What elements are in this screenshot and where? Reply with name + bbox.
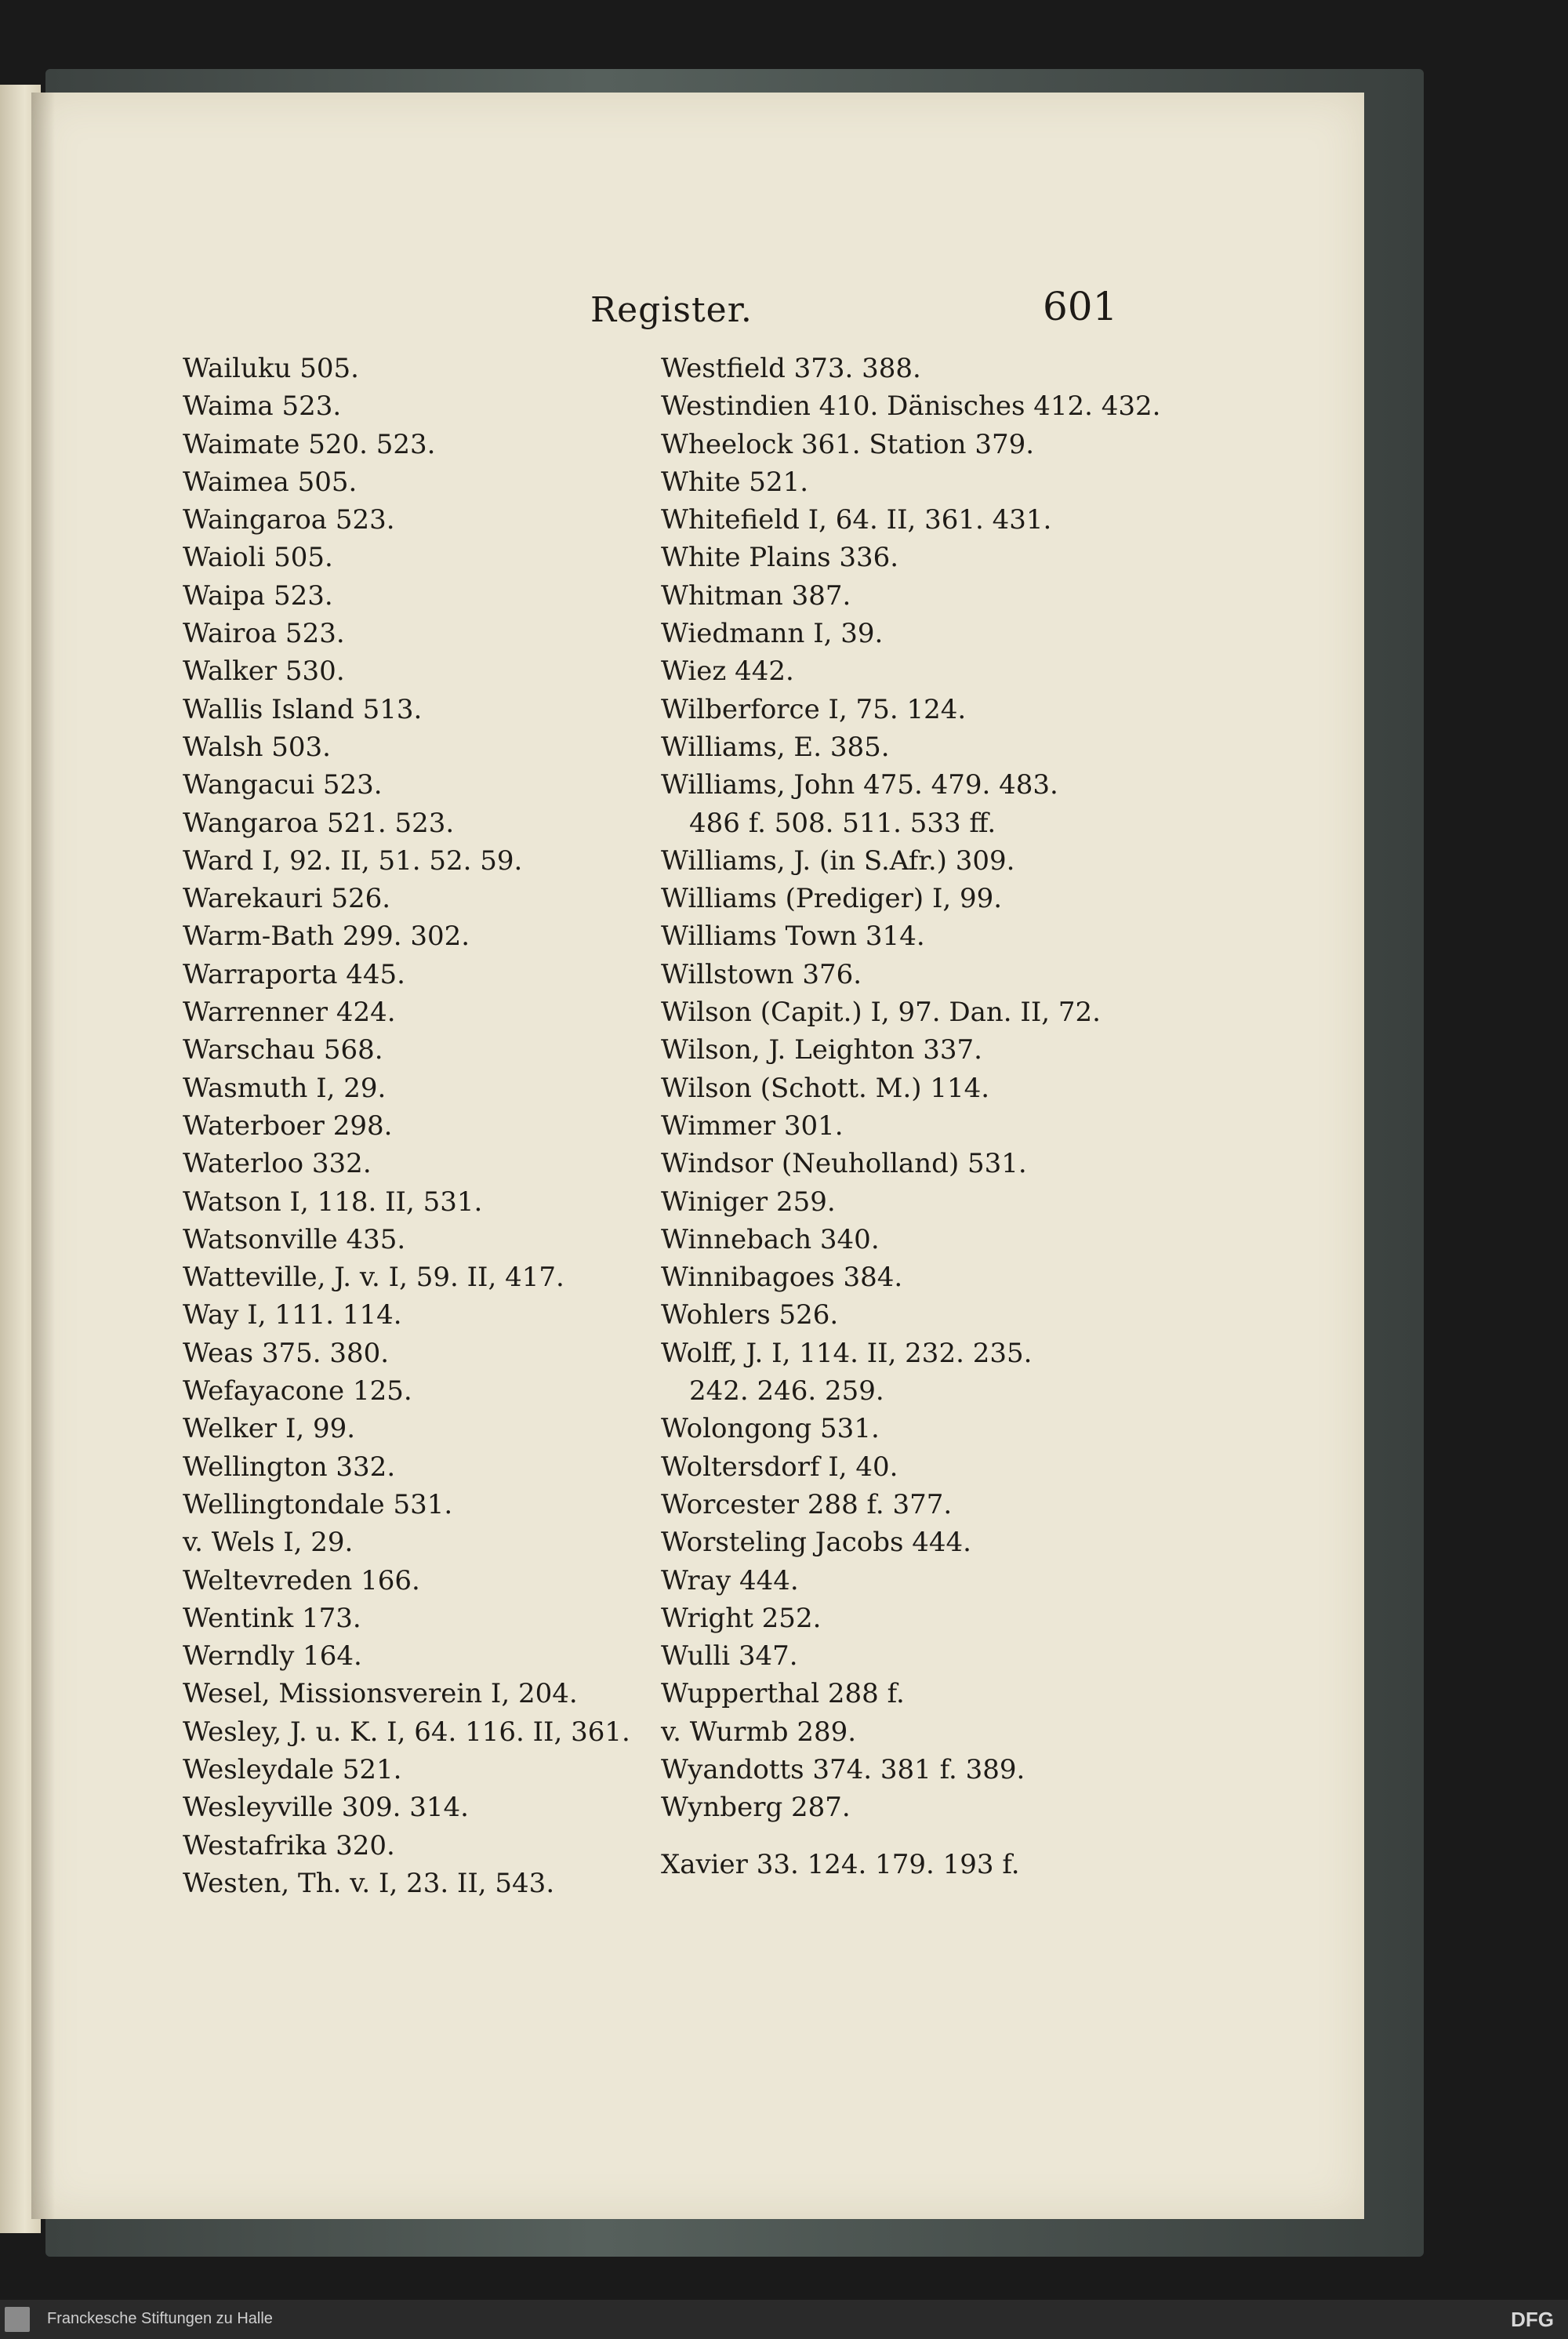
index-entry: Xavier 33. 124. 179. 193 f. [661,1848,1020,1880]
index-entry: White 521. [661,466,809,498]
index-entry: Watsonville 435. [183,1223,406,1255]
index-entry: Wilson, J. Leighton 337. [661,1034,982,1066]
index-entry: Wilson (Schott. M.) 114. [661,1072,990,1104]
index-entry: Wellingtondale 531. [183,1488,453,1520]
index-entry-continuation: 486 f. 508. 511. 533 ff. [689,807,996,839]
index-entry: Way I, 111. 114. [183,1299,402,1331]
index-entry: Wimmer 301. [661,1110,844,1142]
index-entry: Welker I, 99. [183,1413,356,1445]
index-entry: Wesleydale 521. [183,1753,402,1785]
index-entry: Wynberg 287. [661,1792,851,1824]
index-entry: Willstown 376. [661,958,862,990]
index-entry: Waima 523. [183,390,342,423]
running-head: Register. [590,290,753,330]
page-number: 601 [1043,284,1118,329]
index-entry: Whitefield I, 64. II, 361. 431. [661,504,1052,536]
index-entry: Waterloo 332. [183,1148,372,1180]
index-entry: Ward I, 92. II, 51. 52. 59. [183,844,523,877]
index-entry: Winnebach 340. [661,1223,880,1255]
index-entry: Warekauri 526. [183,883,391,915]
index-entry: Worcester 288 f. 377. [661,1488,953,1520]
index-entry: Wupperthal 288 f. [661,1678,905,1710]
index-entry: Westfield 373. 388. [661,353,921,384]
index-column-right [661,350,1160,1883]
index-entry: Wangaroa 521. 523. [183,807,455,839]
index-entry: Wolongong 531. [661,1413,880,1445]
index-entry: Williams, J. (in S.Afr.) 309. [661,844,1015,877]
index-entry: Williams (Prediger) I, 99. [661,883,1003,915]
index-entry: Woltersdorf I, 40. [661,1451,898,1483]
index-entry: Weas 375. 380. [183,1337,390,1369]
index-entry: Worsteling Jacobs 444. [661,1527,971,1559]
index-entry: Williams, E. 385. [661,731,890,763]
index-entry: Wairoa 523. [183,618,345,650]
index-entry: Walker 530. [183,656,345,688]
index-column-left [183,350,630,1902]
index-entry: Warrenner 424. [183,997,396,1029]
index-entry: White Plains 336. [661,542,899,574]
index-entry: Werndly 164. [183,1640,362,1673]
index-entry: Warschau 568. [183,1034,383,1066]
index-entry: Whitman 387. [661,579,851,612]
index-entry: Waingaroa 523. [183,504,395,536]
index-entry: Wyandotts 374. 381 f. 389. [661,1753,1025,1785]
index-entry: Wesley, J. u. K. I, 64. 116. II, 361. [183,1716,630,1748]
index-entry: Warm-Bath 299. 302. [183,921,470,953]
index-entry: Wallis Island 513. [183,693,423,725]
index-entry: Westindien 410. Dänisches 412. 432. [661,390,1161,423]
index-entry: Waterboer 298. [183,1110,393,1142]
index-entry: Wasmuth I, 29. [183,1072,387,1104]
index-entry: Windsor (Neuholland) 531. [661,1148,1027,1180]
index-entry: Watson I, 118. II, 531. [183,1186,483,1218]
index-entry: Williams Town 314. [661,921,925,953]
index-entry-continuation: 242. 246. 259. [689,1375,884,1407]
page-gutter-shadow [31,93,55,2219]
index-entry: Weltevreden 166. [183,1564,420,1596]
index-entry: Wohlers 526. [661,1299,839,1331]
index-entry: Wailuku 505. [183,353,359,384]
index-entry: Williams, John 475. 479. 483. [661,769,1058,801]
index-entry: Wilberforce I, 75. 124. [661,693,967,725]
index-entry: Winnibagoes 384. [661,1262,903,1294]
index-entry: Wulli 347. [661,1640,798,1673]
index-entry: Waipa 523. [183,579,333,612]
index-entry: Wentink 173. [183,1602,361,1634]
index-entry: Wolff, J. I, 114. II, 232. 235. [661,1337,1033,1369]
institution-logo-icon [5,2307,30,2332]
index-entry: Waimate 520. 523. [183,428,436,460]
institution-label: Franckesche Stiftungen zu Halle [47,2310,273,2327]
index-entry: Wray 444. [661,1564,799,1596]
dfg-logo: DFG [1511,2308,1554,2331]
index-entry: Wesel, Missionsverein I, 204. [183,1678,578,1710]
index-entry: Wright 252. [661,1602,822,1634]
index-entry: Waioli 505. [183,542,333,574]
index-entry: Watteville, J. v. I, 59. II, 417. [183,1262,564,1294]
index-entry: Wesleyville 309. 314. [183,1792,469,1824]
index-entry: Wellington 332. [183,1451,396,1483]
index-entry: Wheelock 361. Station 379. [661,428,1035,460]
index-entry: Winiger 259. [661,1186,836,1218]
index-entry: Waimea 505. [183,466,358,498]
index-entry: Wiedmann I, 39. [661,618,884,650]
index-entry: Wilson (Capit.) I, 97. Dan. II, 72. [661,997,1101,1029]
index-entry: Walsh 503. [183,731,331,763]
viewer-footer-bar [0,2300,1568,2339]
index-entry: Warraporta 445. [183,958,405,990]
index-entry: Wiez 442. [661,656,794,688]
index-entry: Westen, Th. v. I, 23. II, 543. [183,1867,555,1899]
index-entry: Westafrika 320. [183,1829,395,1861]
index-entry: v. Wels I, 29. [183,1527,354,1559]
index-entry: Wangacui 523. [183,769,383,801]
index-entry: Wefayacone 125. [183,1375,412,1407]
index-entry: v. Wurmb 289. [661,1716,857,1748]
